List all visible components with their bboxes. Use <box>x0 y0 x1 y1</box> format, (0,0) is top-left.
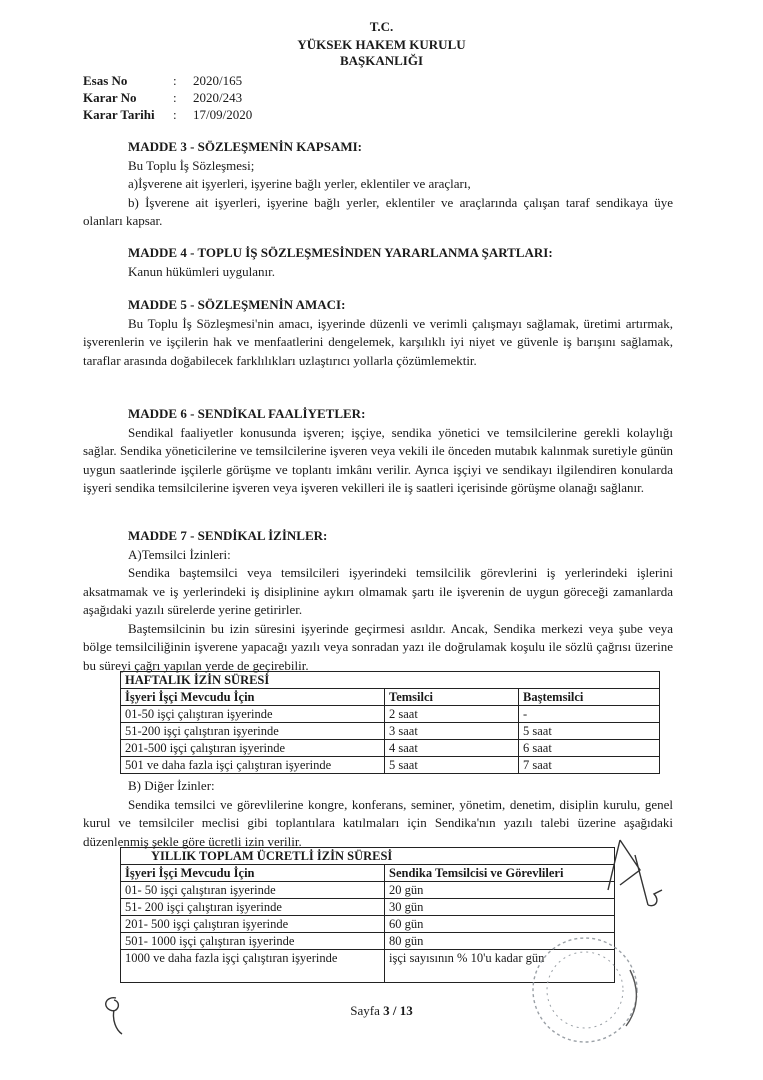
article-7-a-title: A)Temsilci İzinleri: <box>128 546 231 562</box>
meta-label: Esas No <box>83 73 128 88</box>
table-cell: 501- 1000 işçi çalıştıran işyerinde <box>121 933 385 950</box>
article-7-b-title: B) Diğer İzinler: <box>128 778 215 793</box>
table-header-cell: Baştemsilci <box>519 689 660 706</box>
annual-leave-table-title: YILLIK TOPLAM ÜCRETLİ İZİN SÜRESİ <box>121 848 615 865</box>
table-cell: 2 saat <box>385 706 519 723</box>
page-number-prefix: Sayfa <box>350 1003 384 1018</box>
article-4-title: MADDE 4 - TOPLU İŞ SÖZLEŞMESİNDEN YARARLANMA ŞARTLARI: <box>128 245 553 260</box>
header-department: BAŞKANLIĞI <box>339 53 424 68</box>
handwritten-signature <box>590 830 680 930</box>
article-5-p1: Bu Toplu İş Sözleşmesi'nin amacı, işyerinde düzenli ve verimli çalışmayı sağlamak, üretimi artırmak, işverenlerin ve işçilerin hak ve menfaatlerini dengelemek, karşılıklı iyi niyet ve güvenle iş barışını sağlamak, taraflar arasında doğabilecek farklılıkları uzlaştırıcı yollarla çözümlemektir. <box>83 315 673 368</box>
table-header-cell: Temsilci <box>385 689 519 706</box>
article-6-p1: Sendikal faaliyetler konusunda işveren; işçiye, sendika yönetici ve temsilcilerine gerekli kolaylığı sağlar. Sendika yöneticilerine ve temsilcilerine işveren veya vekili ile önceden mutabık kalınmak suretiyle günün uygun saatlerinde işçilerle görüşme ve toplantı imkânı verilir. Ayrıca işçiyi ve sendikayı ilgilendiren konularda işyeri sendika temsilcilerine işveren veya işveren vekilleri ile iş saatleri içerisinde görüşme olanağı sağlanır. <box>83 424 673 495</box>
table-cell: 6 saat <box>519 740 660 757</box>
table-cell: 201-500 işçi çalıştıran işyerinde <box>121 740 385 757</box>
table-row <box>121 882 615 899</box>
article-3-p3: b) İşverene ait işyerleri, işyerine bağlı yerler, eklentiler ve araçlarında çalışan taraf sendikaya üye olanları kapsar. <box>83 194 673 228</box>
table-cell: 201- 500 işçi çalıştıran işyerinde <box>121 916 385 933</box>
table-cell: 01- 50 işçi çalıştıran işyerinde <box>121 882 385 899</box>
handwritten-initial-mark <box>96 990 136 1040</box>
table-cell: 4 saat <box>385 740 519 757</box>
article-4-p1: Kanun hükümleri uygulanır. <box>128 263 275 279</box>
header-tc: T.C. <box>369 19 394 34</box>
article-7 <box>83 527 673 675</box>
table-cell: 30 gün <box>385 899 615 916</box>
table-cell: 5 saat <box>519 723 660 740</box>
table-cell: 51- 200 işçi çalıştıran işyerinde <box>121 899 385 916</box>
article-6 <box>83 405 673 498</box>
table-cell: 7 saat <box>519 757 660 774</box>
article-3-p2: a)İşverene ait işyerleri, işyerine bağlı yerler, eklentiler ve araçları, <box>128 176 471 191</box>
meta-value: 2020/243 <box>193 90 243 105</box>
article-4 <box>83 244 673 281</box>
meta-value: 17/09/2020 <box>193 107 253 122</box>
meta-label: Karar Tarihi <box>83 107 155 122</box>
article-5 <box>83 296 673 370</box>
meta-karar-tarihi <box>83 106 252 123</box>
table-header-cell: İşyeri İşçi Mevcudu İçin <box>121 865 385 882</box>
page-number-value: 3 / 13 <box>383 1003 413 1018</box>
meta-label: Karar No <box>83 90 137 105</box>
table-cell: 5 saat <box>385 757 519 774</box>
table-row <box>121 740 660 757</box>
meta-colon: : <box>173 73 177 88</box>
table-header-cell: Sendika Temsilcisi ve Görevlileri <box>385 865 615 882</box>
case-meta <box>83 72 252 123</box>
article-3-p1: Bu Toplu İş Sözleşmesi; <box>128 157 255 173</box>
meta-colon: : <box>173 90 177 105</box>
article-7-a-p1: Sendika baştemsilci veya temsilcileri işyerindeki temsilcilik görevlerini iş yerlerindeki işlerini aksatmamak ve iş yerlerindeki iş disiplinine aykırı olmamak şartı ile işverenin de uygun göreceği zamanlarda aşağıdaki yazılı sürelerde yerine getirirler. <box>83 565 673 617</box>
meta-esas-no <box>83 72 252 89</box>
article-3-title: MADDE 3 - SÖZLEŞMENİN KAPSAMI: <box>128 139 363 154</box>
meta-value: 2020/165 <box>193 73 243 88</box>
table-cell: 01-50 işçi çalıştıran işyerinde <box>121 706 385 723</box>
table-cell: 60 gün <box>385 916 615 933</box>
article-7-b <box>83 777 673 851</box>
table-cell: - <box>519 706 660 723</box>
table-cell: 501 ve daha fazla işçi çalıştıran işyerinde <box>121 757 385 774</box>
weekly-leave-table-title: HAFTALIK İZİN SÜRESİ <box>121 672 660 689</box>
table-cell: 1000 ve daha fazla işçi çalıştıran işyerinde <box>121 950 385 983</box>
header-institution: YÜKSEK HAKEM KURULU <box>297 37 466 52</box>
table-cell: 80 gün <box>385 933 615 950</box>
table-row <box>121 757 660 774</box>
meta-colon: : <box>173 107 177 122</box>
table-cell: 51-200 işçi çalıştıran işyerinde <box>121 723 385 740</box>
table-row <box>121 723 660 740</box>
table-header-cell: İşyeri İşçi Mevcudu İçin <box>121 689 385 706</box>
article-6-title: MADDE 6 - SENDİKAL FAALİYETLER: <box>128 406 366 421</box>
table-row <box>121 899 615 916</box>
table-cell: işçi sayısının % 10'u kadar gün <box>385 950 615 983</box>
article-5-title: MADDE 5 - SÖZLEŞMENİN AMACI: <box>128 297 346 312</box>
table-cell: 20 gün <box>385 882 615 899</box>
article-7-a-p2: Baştemsilcinin bu izin süresini işyerinde geçirmesi asıldır. Ancak, Sendika merkezi veya şube veya bölge temsilciliğinin işverene yapacağı yazılı veya sonradan yazı ile doğrulamak koşulu ile sözlü çağrısı üzerine bu süreyi çağrı yapılan yerde de geçirebilir. <box>83 620 673 673</box>
table-cell: 3 saat <box>385 723 519 740</box>
article-3 <box>83 138 673 231</box>
article-7-b-p1: Sendika temsilci ve görevlilerine kongre, konferans, seminer, yönetim, denetim, disiplin kurulu, genel kurul ve temsilciler meclisi gibi toplantılara katılmaları için Sendika'nın yazılı talebi üzerine aşağıdaki düzenlenmiş şekle göre ücretli izin verilir. <box>83 796 673 849</box>
weekly-leave-table <box>120 671 660 774</box>
official-stamp-icon <box>490 930 660 1060</box>
meta-karar-no <box>83 89 252 106</box>
article-7-title: MADDE 7 - SENDİKAL İZİNLER: <box>128 528 328 543</box>
table-row <box>121 706 660 723</box>
